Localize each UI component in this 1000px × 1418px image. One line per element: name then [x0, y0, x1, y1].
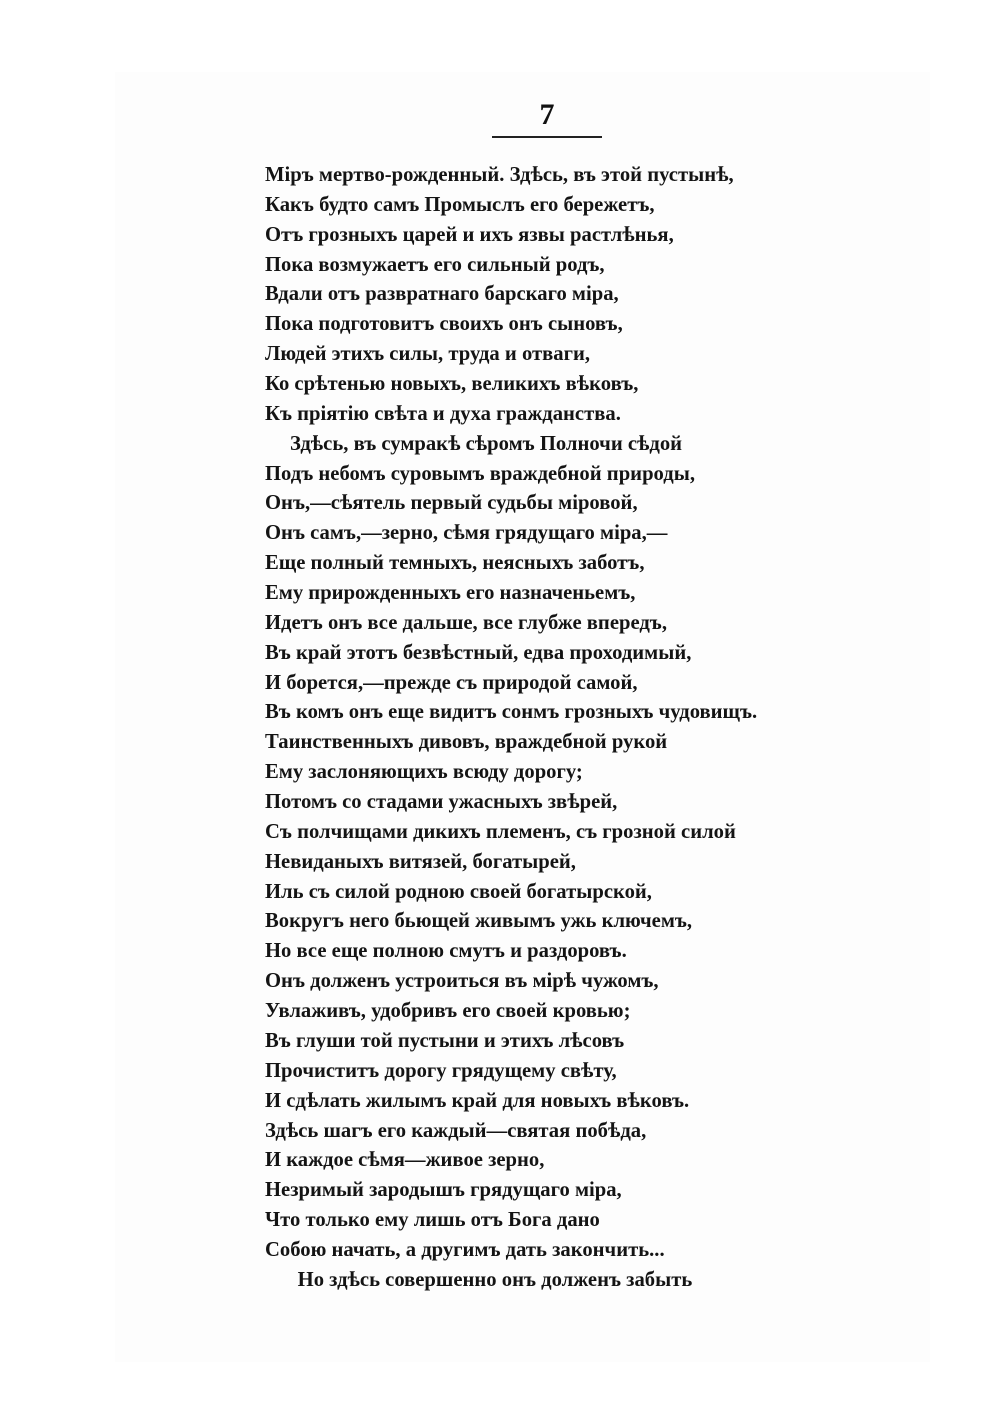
- poem-line: И сдѣлать жилымъ край для новыхъ вѣковъ.: [265, 1087, 690, 1112]
- poem-line: Какъ будто самъ Промыслъ его бережетъ,: [265, 191, 655, 216]
- poem-line: Отъ грозныхъ царей и ихъ язвы растлѣнья,: [265, 221, 674, 246]
- poem-line: Вокругъ него бьющей живымъ ужь ключемъ,: [265, 908, 693, 933]
- poem-line: Иль съ силой родною своей богатырской,: [265, 878, 652, 903]
- page-number: 7: [539, 98, 555, 131]
- poem-line: Пока возмужаетъ его сильный родъ,: [265, 251, 605, 276]
- poem-text: [265, 160, 879, 1295]
- poem-line: Здѣсь, въ сумракѣ сѣромъ Полночи сѣдой: [289, 430, 683, 455]
- poem-line: Пока подготовитъ своихъ онъ сыновъ,: [265, 311, 623, 336]
- poem-line: Прочиститъ дорогу грядущему свѣту,: [265, 1057, 617, 1082]
- poem-line: Міръ мертво-рожденный. Здѣсь, въ этой пустынѣ,: [265, 162, 734, 186]
- poem-line: Подъ небомъ суровымъ враждебной природы,: [265, 460, 695, 485]
- poem-line: Еще полный темныхъ, неясныхъ заботъ,: [265, 550, 645, 575]
- poem-line: Собою начать, а другимъ дать закончить...: [265, 1236, 665, 1261]
- poem-line: Онъ,—сѣятель первый судьбы міровой,: [265, 490, 638, 515]
- poem-line: Увлаживъ, удобривъ его своей кровью;: [265, 998, 631, 1023]
- header-rule: [492, 136, 602, 138]
- poem-line: Съ полчищами дикихъ племенъ, съ грозной силой: [265, 818, 736, 843]
- poem-line: Людей этихъ силы, труда и отваги,: [265, 341, 591, 366]
- poem-line: И каждое сѣмя—живое зерно,: [265, 1147, 545, 1172]
- poem-line: Таинственныхъ дивовъ, враждебной рукой: [265, 729, 668, 754]
- poem-line: Онъ долженъ устроиться въ мірѣ чужомъ,: [265, 968, 659, 993]
- poem-line: Въ глуши той пустыни и этихъ лѣсовъ: [265, 1027, 625, 1052]
- poem-line: Здѣсь шагъ его каждый—святая побѣда,: [265, 1117, 647, 1142]
- poem-line: Къ пріятію свѣта и духа гражданства.: [265, 400, 621, 425]
- poem-line: Вдали отъ развратнаго барскаго міра,: [265, 281, 619, 306]
- poem-line: Но все еще полною смутъ и раздоровъ.: [265, 938, 627, 963]
- poem-line: Невиданыхъ витязей, богатырей,: [265, 848, 576, 873]
- poem-line: Онъ самъ,—зерно, сѣмя грядущаго міра,—: [265, 520, 668, 545]
- poem-line: Въ край этотъ безвѣстный, едва проходимый,: [265, 639, 692, 664]
- poem-line: Идетъ онъ все дальше, все глубже впередъ,: [265, 609, 667, 634]
- poem-line: Ему прирожденныхъ его назначеньемъ,: [265, 580, 636, 605]
- poem-line: Въ комъ онъ еще видитъ сонмъ грозныхъ чудовищъ.: [265, 699, 758, 724]
- poem-line: Потомъ со стадами ужасныхъ звѣрей,: [265, 789, 618, 814]
- poem-line: Незримый зародышъ грядущаго міра,: [265, 1177, 622, 1202]
- poem-line: Но здѣсь совершенно онъ долженъ забыть: [297, 1266, 693, 1291]
- poem-line: И борется,—прежде съ природой самой,: [265, 669, 638, 694]
- poem-line: Ко срѣтенью новыхъ, великихъ вѣковъ,: [265, 371, 639, 396]
- poem-line: Ему заслоняющихъ всюду дорогу;: [265, 759, 583, 784]
- poem-line: Что только ему лишь отъ Бога дано: [265, 1207, 600, 1232]
